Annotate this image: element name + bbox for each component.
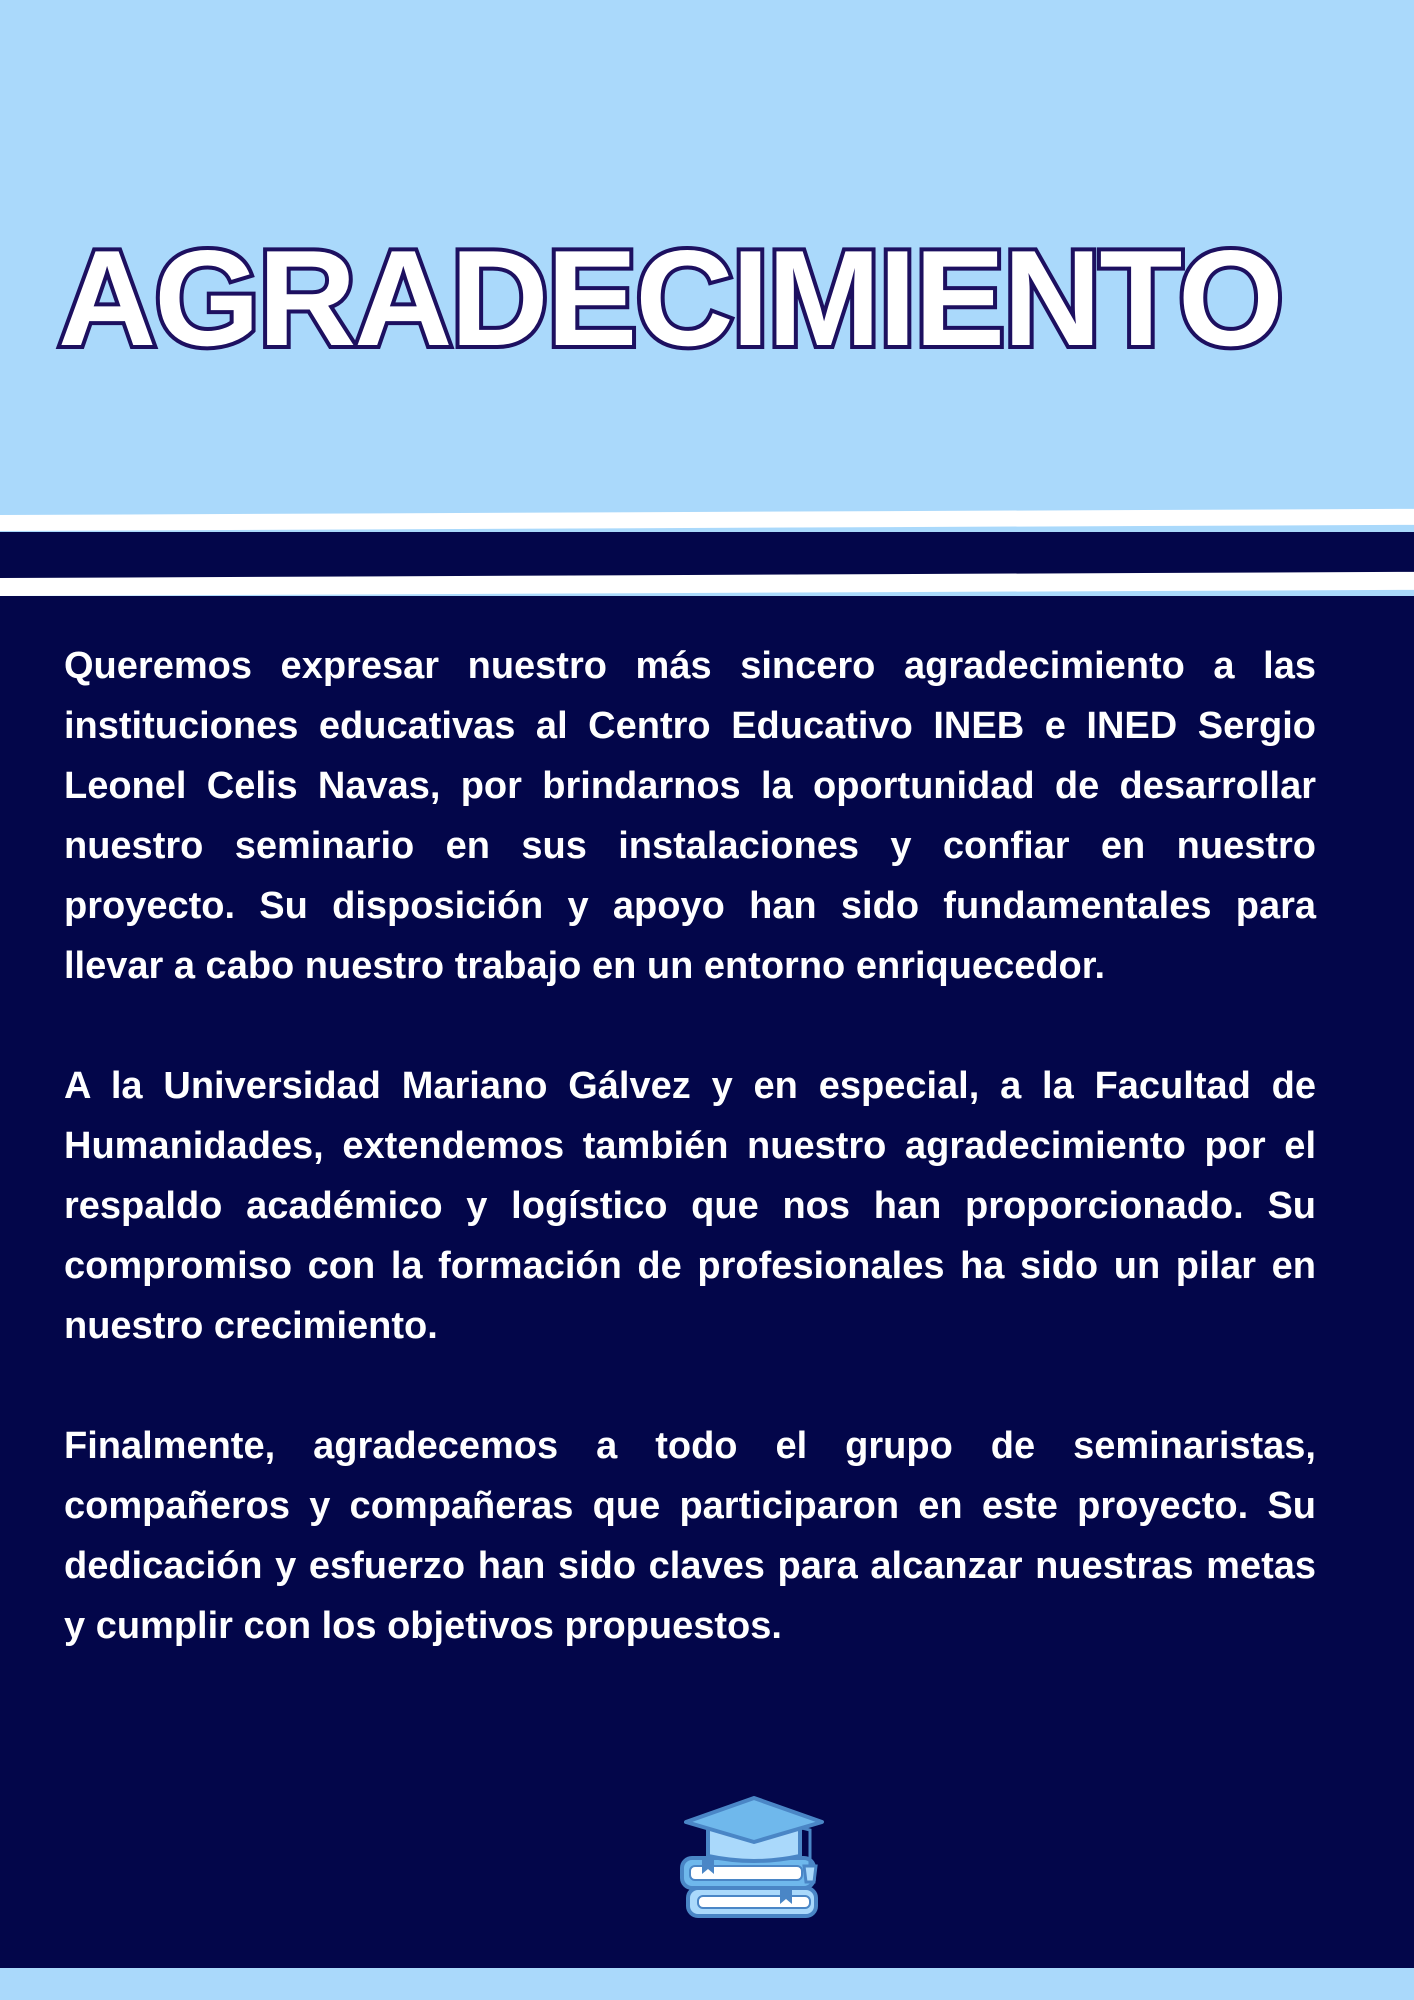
bottom-strip: [0, 1968, 1414, 2000]
acknowledgement-body: [64, 636, 1316, 1716]
paragraph-university: A la Universidad Mariano Gálvez y en especial, a la Facultad de Humanidades, extendemos también nuestro agradecimiento por el respaldo académico y logístico que nos han proporcionado. Su compromiso con la formación de profesionales ha sido un pilar en nuestro crecimiento.: [64, 1065, 1316, 1347]
header-section: [0, 0, 1414, 515]
page-title: AGRADECIMIENTO: [58, 222, 1282, 374]
paragraph-institutions: Queremos expresar nuestro más sincero agradecimiento a las instituciones educativas al Centro Educativo INEB e INED Sergio Leonel Celis Navas, por brindarnos la oportunidad de desarrollar nuestro seminario en sus instalaciones y confiar en nuestro proyecto. Su disposición y apoyo han sido fundamentales para llevar a cabo nuestro trabajo en un entorno enriquecedor.: [64, 645, 1316, 987]
paragraph-seminarists: Finalmente, agradecemos a todo el grupo de seminaristas, compañeros y compañeras que participaron en este proyecto. Su dedicación y esfuerzo han sido claves para alcanzar nuestras metas y cumplir con los objetivos propuestos.: [64, 1425, 1316, 1647]
graduation-cap-books-icon: [680, 1792, 828, 1920]
main-content-section: [0, 596, 1414, 1968]
